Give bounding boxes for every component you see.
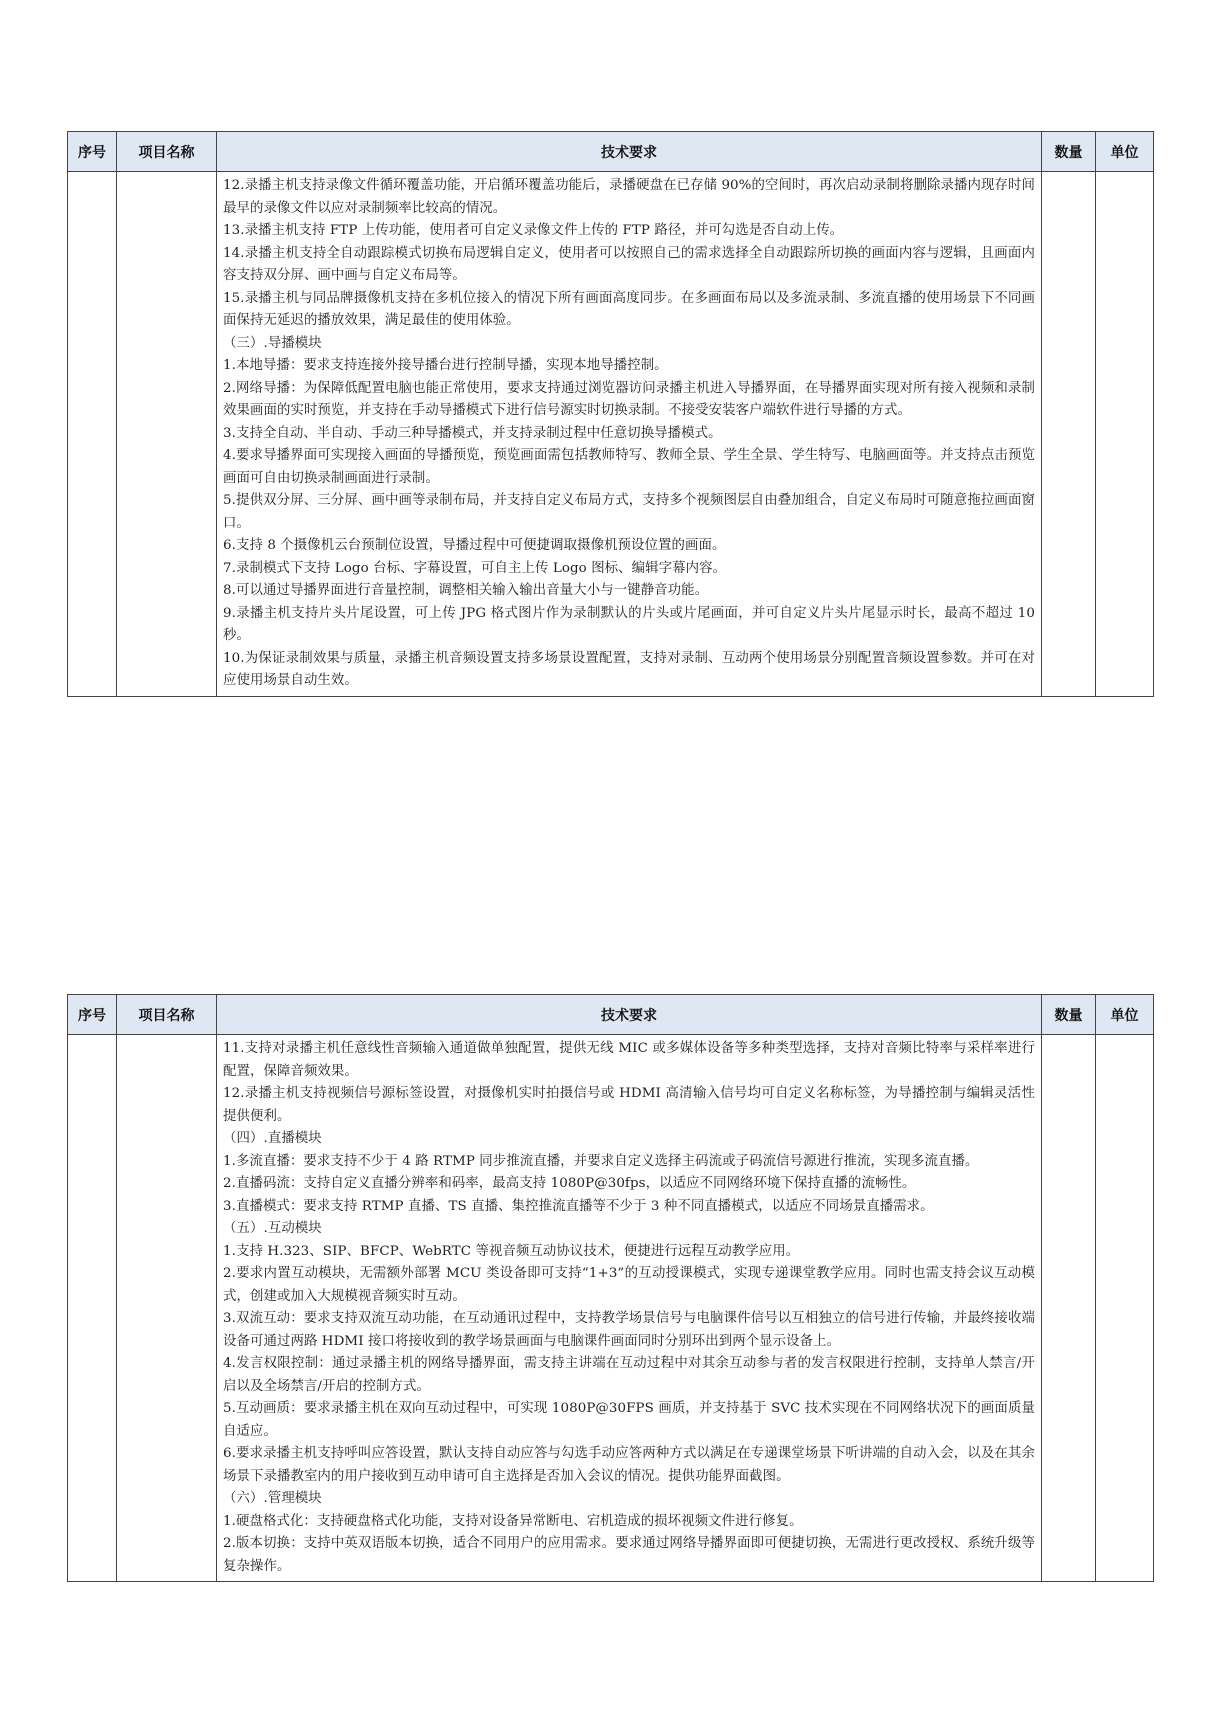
spec-line: 15.录播主机与同品牌摄像机支持在多机位接入的情况下所有画面高度同步。在多画面布局以及多流录制、多流直播的使用场景下不同画面保持无延迟的播放效果，满足最佳的使用体验。: [223, 290, 1035, 328]
seq-cell: [68, 1035, 117, 1582]
name-cell: [117, 1035, 217, 1582]
spec-line: 8.可以通过导播界面进行音量控制，调整相关输入输出音量大小与一键静音功能。: [223, 583, 709, 598]
header-unit: 单位: [1096, 132, 1154, 172]
header-requirements: 技术要求: [217, 995, 1042, 1035]
spec-line: 6.支持 8 个摄像机云台预制位设置，导播过程中可便捷调取摄像机预设位置的画面。: [223, 538, 726, 553]
spec-line: 12.录播主机支持视频信号源标签设置，对摄像机实时拍摄信号或 HDMI 高清输入信号均可自定义名称标签，为导播控制与编辑灵活性提供便利。: [223, 1086, 1035, 1124]
spec-line: 2.版本切换：支持中英双语版本切换，适合不同用户的应用需求。要求通过网络导播界面即可便捷切换，无需进行更改授权、系统升级等复杂操作。: [223, 1536, 1035, 1574]
spec-line: 12.录播主机支持录像文件循环覆盖功能，开启循环覆盖功能后，录播硬盘在已存储 90%的空间时，再次启动录制将删除录播内现存时间最早的录像文件以应对录制频率比较高的情况。: [223, 178, 1035, 216]
spec-line: 9.录播主机支持片头片尾设置，可上传 JPG 格式图片作为录制默认的片头或片尾画面，并可自定义片头片尾显示时长，最高不超过 10 秒。: [223, 605, 1035, 643]
spec-line: 5.提供双分屏、三分屏、画中画等录制布局，并支持自定义布局方式，支持多个视频图层自由叠加组合，自定义布局时可随意拖拉画面窗口。: [223, 493, 1035, 531]
spec-line: 6.要求录播主机支持呼叫应答设置，默认支持自动应答与勾选手动应答两种方式以满足在专递课堂场景下听讲端的自动入会，以及在其余场景下录播教室内的用户接收到互动申请可自主选择是否加入会议的情况。提供功能界面截图。: [223, 1446, 1035, 1484]
spec-line: 5.互动画质：要求录播主机在双向互动过程中，可实现 1080P@30FPS 画质，并支持基于 SVC 技术实现在不同网络状况下的画面质量自适应。: [223, 1401, 1035, 1439]
header-quantity: 数量: [1042, 132, 1096, 172]
quantity-cell: [1042, 1035, 1096, 1582]
spec-table-1: [67, 131, 1154, 697]
spec-line: 2.网络导播：为保障低配置电脑也能正常使用，要求支持通过浏览器访问录播主机进入导播界面，在导播界面实现对所有接入视频和录制效果画面的实时预览，并支持在手动导播模式下进行信号源实时切换录制。不接受安装客户端软件进行导播的方式。: [223, 380, 1035, 418]
spec-line: 3.直播模式：要求支持 RTMP 直播、TS 直播、集控推流直播等不少于 3 种不同直播模式，以适应不同场景直播需求。: [223, 1198, 934, 1214]
seq-cell: [68, 172, 117, 697]
spec-line: 3.支持全自动、半自动、手动三种导播模式，并支持录制过程中任意切换导播模式。: [223, 425, 722, 441]
unit-cell: [1096, 1035, 1154, 1582]
header-quantity: 数量: [1042, 995, 1096, 1035]
header-unit: 单位: [1096, 995, 1154, 1035]
spec-line: 11.支持对录播主机任意线性音频输入通道做单独配置，提供无线 MIC 或多媒体设备等多种类型选择，支持对音频比特率与采样率进行配置，保障音频效果。: [223, 1041, 1035, 1079]
table-row: [68, 172, 1154, 697]
spec-line: 4.要求导播界面可实现接入画面的导播预览，预览画面需包括教师特写、教师全景、学生全景、学生特写、电脑画面等。并支持点击预览画面可自由切换录制画面进行录制。: [223, 448, 1035, 486]
table-header-row: [68, 995, 1154, 1035]
section-heading: （四）.直播模块: [223, 1131, 322, 1146]
spec-line: 1.本地导播：要求支持连接外接导播台进行控制导播，实现本地导播控制。: [223, 358, 668, 373]
table-row: [68, 1035, 1154, 1582]
spec-table-2: [67, 994, 1154, 1582]
spec-line: 4.发言权限控制：通过录播主机的网络导播界面，需支持主讲端在互动过程中对其余互动参与者的发言权限进行控制，支持单人禁言/开启以及全场禁言/开启的控制方式。: [223, 1356, 1035, 1394]
spec-line: 3.双流互动：要求支持双流互动功能，在互动通讯过程中，支持教学场景信号与电脑课件信号以互相独立的信号进行传输，并最终接收端设备可通过两路 HDMI 接口将接收到的教学场景画面与电脑课件画面同时分别环出到两个显示设备上。: [223, 1311, 1035, 1349]
spec-line: 14.录播主机支持全自动跟踪模式切换布局逻辑自定义，使用者可以按照自己的需求选择全自动跟踪所切换的画面内容与逻辑，且画面内容支持双分屏、画中画与自定义布局等。: [223, 245, 1035, 283]
quantity-cell: [1042, 172, 1096, 697]
spec-line: 10.为保证录制效果与质量，录播主机音频设置支持多场景设置配置，支持对录制、互动两个使用场景分别配置音频设置参数。并可在对应使用场景自动生效。: [223, 650, 1035, 688]
section-heading: （六）.管理模块: [223, 1491, 322, 1506]
header-requirements: 技术要求: [217, 132, 1042, 172]
header-seq: 序号: [68, 995, 117, 1035]
section-heading: （三）.导播模块: [223, 335, 322, 351]
header-name: 项目名称: [117, 995, 217, 1035]
name-cell: [117, 172, 217, 697]
requirements-cell: [217, 172, 1042, 697]
spec-line: 13.录播主机支持 FTP 上传功能，使用者可自定义录像文件上传的 FTP 路径，并可勾选是否自动上传。: [223, 223, 844, 238]
header-seq: 序号: [68, 132, 117, 172]
spec-line: 7.录制模式下支持 Logo 台标、字幕设置，可自主上传 Logo 图标、编辑字幕内容。: [223, 560, 727, 576]
unit-cell: [1096, 172, 1154, 697]
table-header-row: [68, 132, 1154, 172]
spec-line: 1.多流直播：要求支持不少于 4 路 RTMP 同步推流直播，并要求自定义选择主码流或子码流信号源进行推流，实现多流直播。: [223, 1153, 979, 1169]
spec-line: 1.支持 H.323、SIP、BFCP、WebRTC 等视音频互动协议技术，便捷进行远程互动教学应用。: [223, 1243, 800, 1259]
section-heading: （五）.互动模块: [223, 1221, 322, 1236]
spec-line: 1.硬盘格式化：支持硬盘格式化功能，支持对设备异常断电、宕机造成的损坏视频文件进行修复。: [223, 1513, 803, 1529]
requirements-cell: [217, 1035, 1042, 1582]
header-name: 项目名称: [117, 132, 217, 172]
spec-line: 2.直播码流：支持自定义直播分辨率和码率，最高支持 1080P@30fps，以适应不同网络环境下保持直播的流畅性。: [223, 1176, 916, 1191]
spec-line: 2.要求内置互动模块，无需额外部署 MCU 类设备即可支持“1+3”的互动授课模式，实现专递课堂教学应用。同时也需支持会议互动模式，创建或加入大规模视音频实时互动。: [223, 1266, 1035, 1304]
